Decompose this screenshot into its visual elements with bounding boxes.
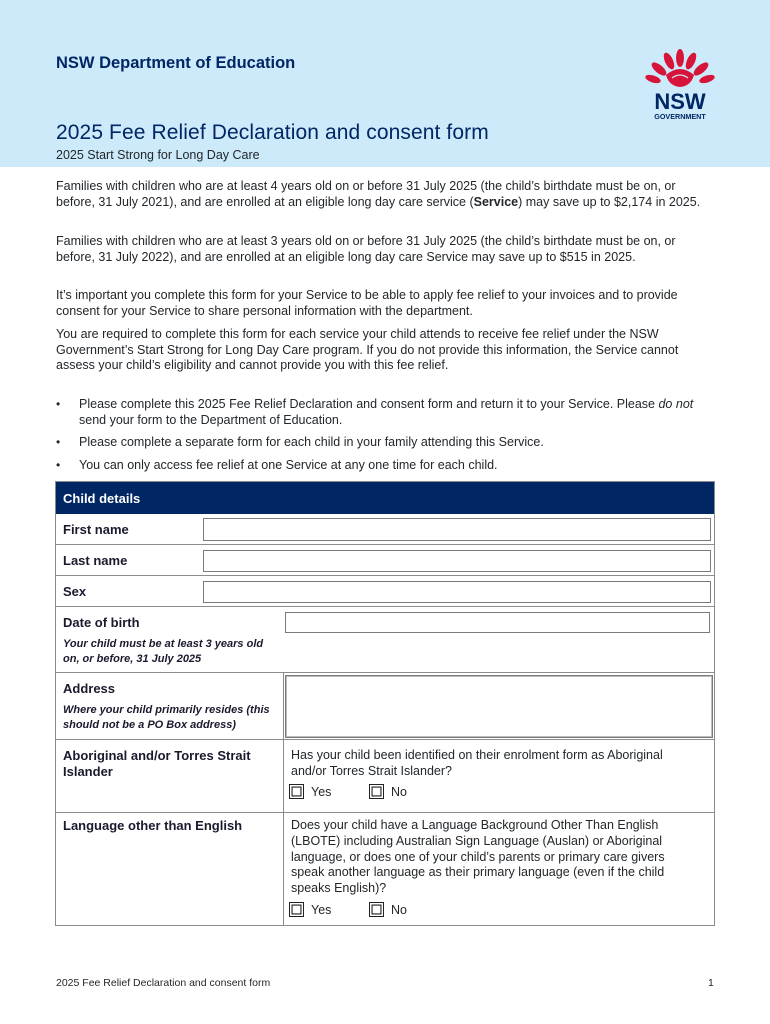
footer-title: 2025 Fee Relief Declaration and consent form [56, 977, 271, 989]
logo-nsw-text: NSW [654, 89, 706, 114]
intro-paragraph-2: Families with children who are at least 3 years old on or before 31 July 2025 (the child’s birthdate must be on, or before, 31 July 2022), and are enrolled at an eligible long day care Service may save up to $515 in 2025. [56, 234, 676, 264]
sex-field[interactable] [203, 581, 711, 603]
intro-paragraph-4: You are required to complete this form for each service your child attends to receive fee relief under the NSW Government’s Start Strong for Long Day Care program. If you do not provide this information, the Service cannot assess your child’s eligibility and cannot provide you with this fee relief. [56, 327, 679, 373]
language-question: Does your child have a Language Background Other Than English (LBOTE) including Australian Sign Language (Auslan) or Aboriginal language, or does one of your child’s parents or primary care givers speak another language as their primary language (even if the child speaks English)? [291, 818, 665, 896]
child-details-heading: Child details [56, 482, 714, 514]
page-number: 1 [708, 977, 714, 989]
sex-label: Sex [63, 584, 87, 599]
last-name-row [56, 545, 714, 576]
language-row [56, 813, 714, 925]
aboriginal-label: Aboriginal and/or Torres Strait Islander [63, 748, 251, 779]
language-yes-checkbox[interactable] [289, 902, 304, 917]
dob-note: Your child must be at least 3 years old on, or before, 31 July 2025 [63, 638, 264, 665]
list-item: • Please complete a separate form for each child in your family attending this Service. [56, 435, 716, 451]
aboriginal-row [56, 740, 714, 813]
aboriginal-yes-label: Yes [311, 784, 332, 799]
logo-government-text: GOVERNMENT [654, 112, 706, 121]
page-title: 2025 Fee Relief Declaration and consent form [56, 121, 489, 144]
language-no-option[interactable] [369, 902, 407, 917]
first-name-row [56, 514, 714, 545]
aboriginal-yes-option[interactable] [289, 784, 331, 799]
language-no-checkbox[interactable] [369, 902, 384, 917]
address-note: Where your child primarily resides (this should not be a PO Box address) [63, 704, 270, 731]
aboriginal-no-option[interactable] [369, 784, 407, 799]
address-label: Address [63, 681, 116, 696]
aboriginal-question: Has your child been identified on their enrolment form as Aboriginal and/or Torres Strait Islander? [291, 748, 663, 778]
nsw-government-logo [644, 48, 716, 122]
last-name-label: Last name [63, 553, 128, 568]
waratah-icon [644, 49, 715, 87]
aboriginal-no-label: No [391, 784, 407, 799]
language-yes-label: Yes [311, 902, 332, 917]
list-item: • You can only access fee relief at one Service at any one time for each child. [56, 458, 716, 474]
child-details-table [55, 481, 715, 926]
language-no-label: No [391, 902, 407, 917]
dob-label: Date of birth [63, 615, 140, 630]
aboriginal-yes-checkbox[interactable] [289, 784, 304, 799]
language-yes-option[interactable] [289, 902, 331, 917]
page-subtitle: 2025 Start Strong for Long Day Care [56, 148, 260, 162]
language-label: Language other than English [63, 818, 243, 833]
sex-row [56, 576, 714, 607]
aboriginal-no-checkbox[interactable] [369, 784, 384, 799]
last-name-field[interactable] [203, 550, 711, 572]
intro-paragraph-3: It’s important you complete this form for your Service to be able to apply fee relief to your invoices and to provide consent for your Service to share personal information with the department. [56, 288, 678, 318]
address-field[interactable] [285, 675, 713, 738]
intro-paragraph-1: Families with children who are at least 4 years old on or before 31 July 2025 (the child’s birthdate must be on, or before, 31 July 2021), and are enrolled at an eligible long day care service (Service) may save up to $2,174 in 2025. [56, 179, 701, 209]
instruction-list [56, 397, 716, 480]
department-name: NSW Department of Education [56, 54, 296, 72]
column-divider [283, 673, 284, 925]
list-item: • Please complete this 2025 Fee Relief Declaration and consent form and return it to your Service. Please do not send your form to the Department of Education. [56, 397, 716, 428]
date-of-birth-field[interactable] [285, 612, 710, 633]
first-name-field[interactable] [203, 518, 711, 541]
first-name-label: First name [63, 522, 129, 537]
dob-row [56, 607, 714, 673]
service-term: Service [473, 194, 519, 209]
address-row [56, 673, 714, 740]
